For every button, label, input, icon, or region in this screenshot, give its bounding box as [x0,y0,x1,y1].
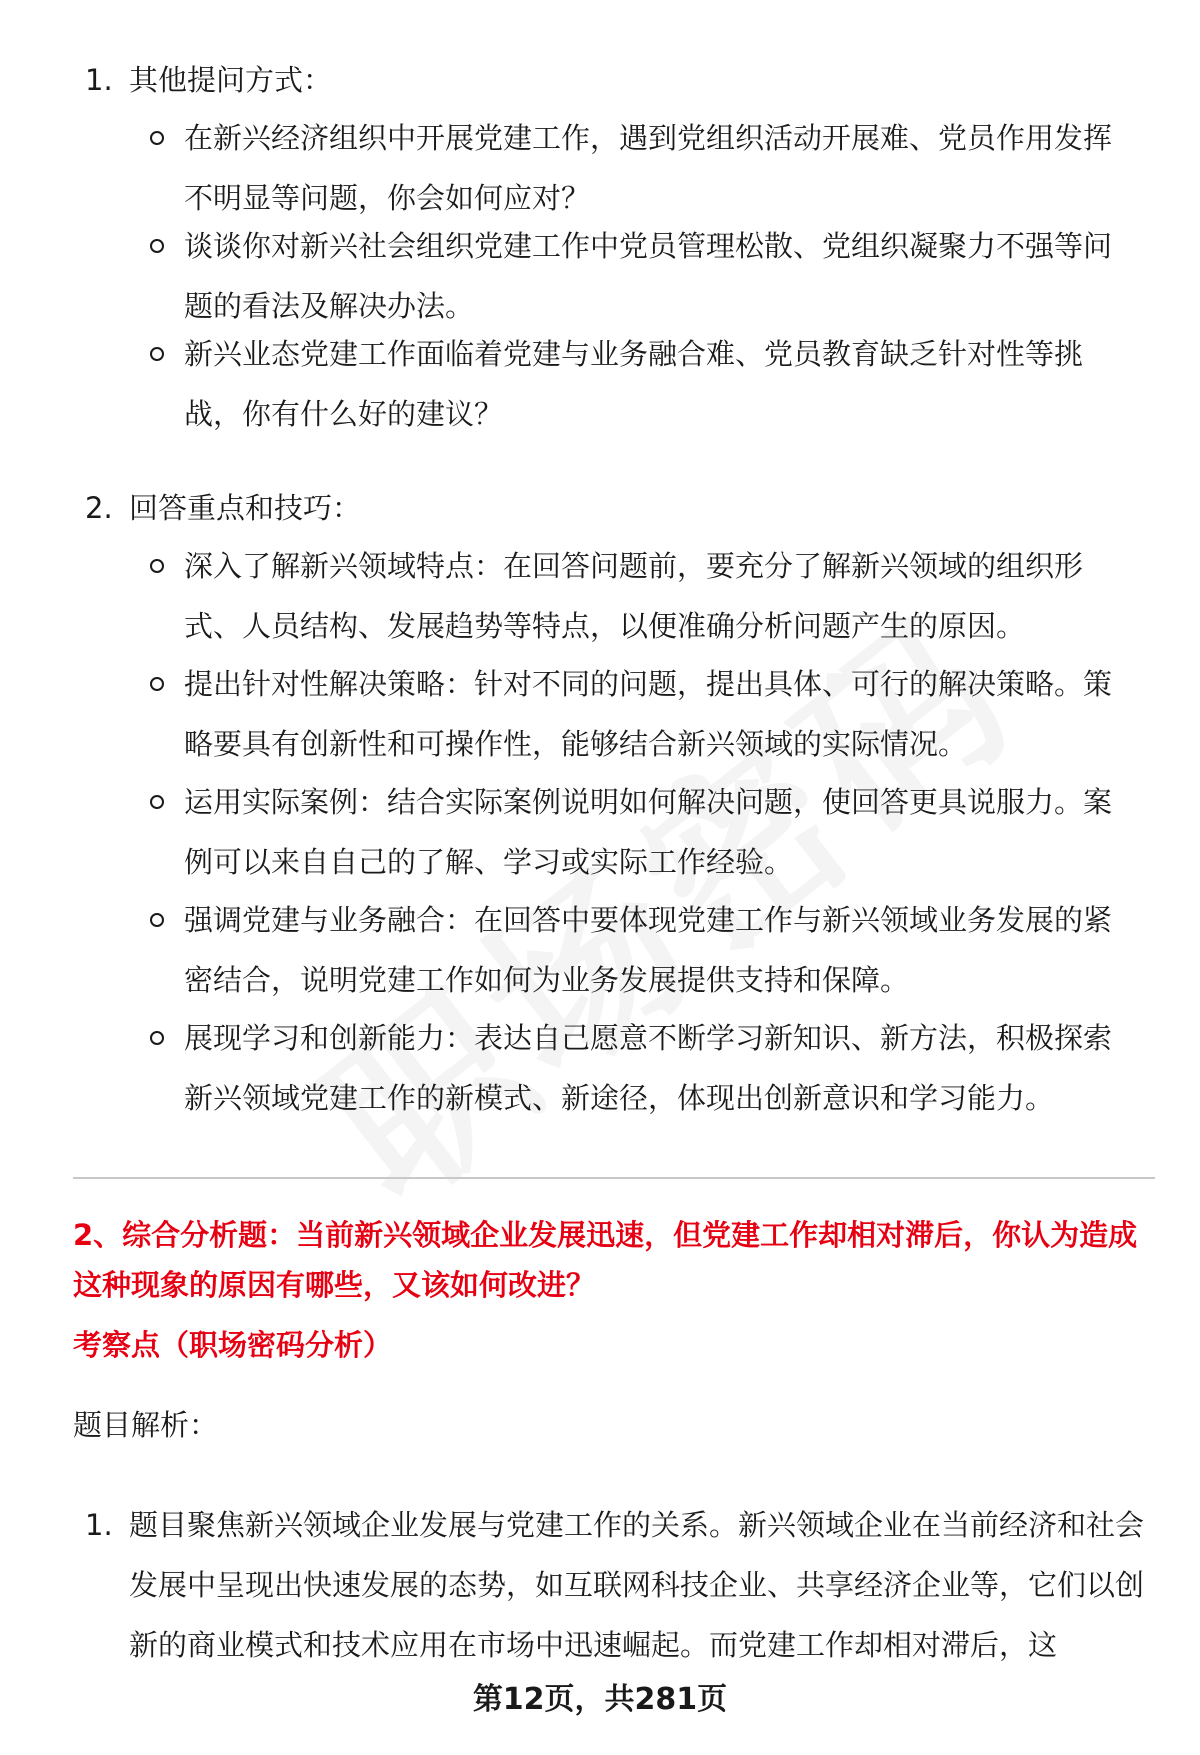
bullet-item [150,654,1140,774]
bullet-text: 运用实际案例：结合实际案例说明如何解决问题，使回答更具说服力。案例可以来自自己的了解、学习或实际工作经验。 [184,785,1113,879]
list-title: 回答重点和技巧： [129,491,362,525]
bullet-text: 强调党建与业务融合：在回答中要体现党建工作与新兴领域业务发展的紧密结合，说明党建工作如何为业务发展提供支持和保障。 [184,903,1113,997]
bullet-item [150,1008,1140,1128]
analysis-label: 题目解析： [73,1408,219,1442]
bullet-item [150,890,1140,1010]
bullet-text: 谈谈你对新兴社会组织党建工作中党员管理松散、党组织凝聚力不强等问题的看法及解决办法。 [184,229,1113,323]
circle-bullet-icon [150,131,164,145]
list-number: 1. [85,1508,113,1542]
circle-bullet-icon [150,559,164,573]
bullet-text: 提出针对性解决策略：针对不同的问题，提出具体、可行的解决策略。策略要具有创新性和可操作性，能够结合新兴领域的实际情况。 [184,667,1113,761]
bullet-item [150,772,1140,892]
key-points-heading: 考察点（职场密码分析） [73,1328,393,1362]
circle-bullet-icon [150,1031,164,1045]
bullet-text: 在新兴经济组织中开展党建工作，遇到党组织活动开展难、党员作用发挥不明显等问题，你会如何应对？ [184,121,1113,215]
circle-bullet-icon [150,677,164,691]
list-title: 其他提问方式： [129,63,333,97]
question-heading: 2、综合分析题：当前新兴领域企业发展迅速，但党建工作却相对滞后，你认为造成这种现象的原因有哪些，又该如何改进？ [73,1218,1138,1302]
bullet-item [150,108,1140,228]
bullet-text: 深入了解新兴领域特点：在回答问题前，要充分了解新兴领域的组织形式、人员结构、发展趋势等特点，以便准确分析问题产生的原因。 [184,549,1084,643]
analysis-text: 题目聚焦新兴领域企业发展与党建工作的关系。新兴领域企业在当前经济和社会发展中呈现出快速发展的态势，如互联网科技企业、共享经济企业等，它们以创新的商业模式和技术应用在市场中迅速崛起。而党建工作却相对滞后，这 [129,1508,1145,1662]
page-number: 第12页，共281页 [472,1682,728,1717]
bullet-item [150,324,1140,444]
circle-bullet-icon [150,239,164,253]
circle-bullet-icon [150,347,164,361]
bullet-text: 展现学习和创新能力：表达自己愿意不断学习新知识、新方法，积极探索新兴领域党建工作的新模式、新途径，体现出创新意识和学习能力。 [184,1021,1113,1115]
circle-bullet-icon [150,795,164,809]
list-number: 1. [85,63,113,97]
analysis-list-item [85,1495,1145,1675]
bullet-text: 新兴业态党建工作面临着党建与业务融合难、党员教育缺乏针对性等挑战，你有什么好的建议？ [184,337,1084,431]
section-divider [73,1177,1155,1179]
circle-bullet-icon [150,913,164,927]
bullet-item [150,536,1140,656]
bullet-item [150,216,1140,336]
list-number: 2. [85,491,113,525]
